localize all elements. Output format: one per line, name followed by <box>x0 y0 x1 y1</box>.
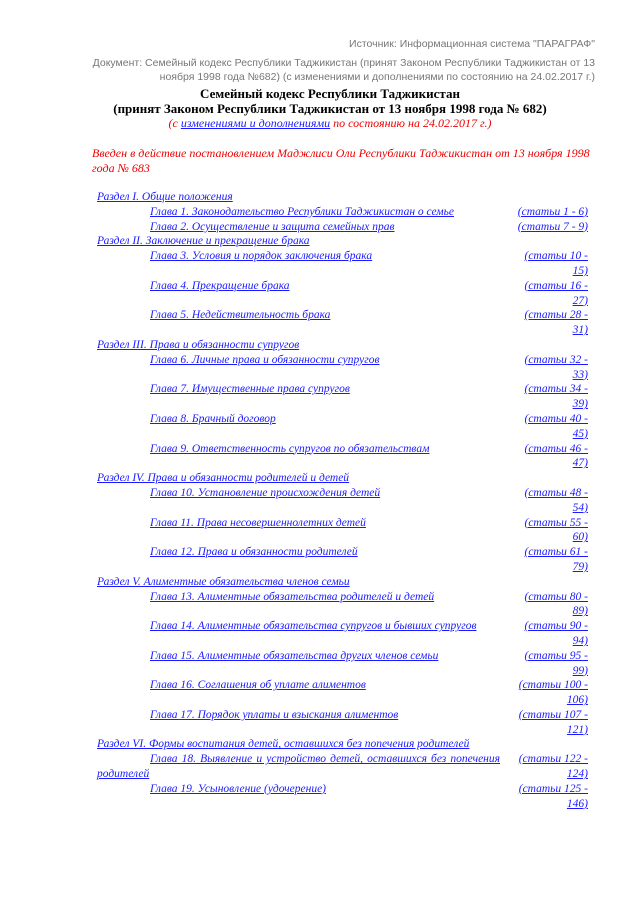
articles-cell <box>510 279 588 309</box>
chapter-link[interactable]: Глава 5. Недействительность брака <box>150 309 331 322</box>
chapter-link[interactable]: Глава 19. Усыновление (удочерение) <box>150 782 327 795</box>
articles-link[interactable]: (статьи 61 - 79) <box>524 546 588 573</box>
section-link[interactable]: Раздел II. Заключение и прекращение брака <box>97 235 310 248</box>
chapter-link[interactable]: Глава 18. Выявление и устройство детей, оставшихся без попечения родителей <box>97 753 500 781</box>
section-link[interactable]: Раздел I. Общие положения <box>97 191 233 203</box>
toc-section <box>97 737 588 752</box>
amendment-note <box>60 116 600 131</box>
chapter-cell <box>97 382 500 397</box>
articles-cell <box>510 678 588 708</box>
toc-chapter-row <box>97 678 588 708</box>
chapter-cell <box>97 752 500 782</box>
chapter-cell <box>97 486 500 501</box>
articles-link[interactable]: (статьи 7 - 9) <box>517 220 588 233</box>
toc-section <box>97 338 588 353</box>
chapter-cell <box>97 308 500 323</box>
chapter-cell <box>97 353 500 368</box>
articles-cell <box>510 205 588 220</box>
toc-chapter-row <box>97 249 588 279</box>
toc-chapter-row <box>97 279 588 309</box>
toc-chapter-row <box>97 442 588 472</box>
articles-cell <box>510 486 588 516</box>
toc-chapter-row <box>97 382 588 412</box>
articles-cell <box>510 782 588 812</box>
sub-pre: (с <box>168 116 181 130</box>
toc-section <box>97 471 588 486</box>
chapter-cell <box>97 590 500 605</box>
articles-cell <box>510 442 588 472</box>
chapter-link[interactable]: Глава 9. Ответственность супругов по обязательствам <box>150 442 430 455</box>
articles-link[interactable]: (статьи 55 - 60) <box>524 516 588 544</box>
toc-chapter-row <box>97 486 588 516</box>
articles-cell <box>510 249 588 279</box>
toc-chapter-row <box>97 353 588 383</box>
title-line-1: Семейный кодекс Республики Таджикистан <box>200 86 460 101</box>
chapter-link[interactable]: Глава 17. Порядок уплаты и взыскания алиментов <box>150 708 399 721</box>
chapter-cell <box>97 678 500 693</box>
toc-chapter-row <box>97 308 588 338</box>
page-title <box>60 86 600 116</box>
articles-link[interactable]: (статьи 10 - 15) <box>524 250 588 277</box>
articles-link[interactable]: (статьи 80 - 89) <box>524 590 588 618</box>
chapter-link[interactable]: Глава 8. Брачный договор <box>150 412 276 425</box>
articles-cell <box>510 619 588 649</box>
amendments-link[interactable]: изменениями и дополнениями <box>180 116 331 130</box>
articles-link[interactable]: (статьи 40 - 45) <box>524 412 588 440</box>
section-link[interactable]: Раздел III. Права и обязанности супругов <box>97 338 300 351</box>
articles-cell <box>510 516 588 546</box>
articles-cell <box>510 412 588 442</box>
chapter-cell <box>97 249 500 264</box>
articles-link[interactable]: (статьи 16 - 27) <box>524 279 588 307</box>
toc-section <box>97 234 588 249</box>
articles-link[interactable]: (статьи 28 - 31) <box>524 309 588 337</box>
source-line: Источник: Информационная система "ПАРАГРАФ" <box>349 38 595 50</box>
toc-chapter-row <box>97 516 588 546</box>
chapter-cell <box>97 516 500 531</box>
articles-link[interactable]: (статьи 95 - 99) <box>524 649 588 677</box>
chapter-cell <box>97 708 500 723</box>
chapter-link[interactable]: Глава 7. Имущественные права супругов <box>150 383 350 396</box>
articles-link[interactable]: (статьи 46 - 47) <box>524 442 588 470</box>
chapter-link[interactable]: Глава 11. Права несовершеннолетних детей <box>150 516 366 529</box>
articles-cell <box>510 752 588 782</box>
chapter-cell <box>97 279 500 294</box>
articles-link[interactable]: (статьи 125 - 146) <box>518 782 588 810</box>
chapter-link[interactable]: Глава 3. Условия и порядок заключения брака <box>150 250 373 263</box>
toc-chapter-row <box>97 708 588 738</box>
toc-chapter-row <box>97 220 588 235</box>
chapter-link[interactable]: Глава 2. Осуществление и защита семейных прав <box>150 220 395 233</box>
section-link[interactable]: Раздел VI. Формы воспитания детей, оставшихся без попечения родителей <box>97 738 470 751</box>
toc-chapter-row <box>97 782 588 812</box>
articles-cell <box>510 220 588 235</box>
articles-cell <box>510 545 588 575</box>
table-of-contents <box>97 190 588 811</box>
chapter-cell <box>97 782 500 797</box>
toc-chapter-row <box>97 619 588 649</box>
chapter-link[interactable]: Глава 13. Алиментные обязательства родителей и детей <box>150 590 435 603</box>
articles-link[interactable]: (статьи 48 - 54) <box>524 486 588 514</box>
articles-link[interactable]: (статьи 107 - 121) <box>518 708 588 736</box>
toc-section <box>97 190 588 205</box>
articles-cell <box>510 708 588 738</box>
articles-link[interactable]: (статьи 1 - 6) <box>517 205 588 218</box>
section-link[interactable]: Раздел V. Алиментные обязательства членов семьи <box>97 575 350 588</box>
chapter-link[interactable]: Глава 15. Алиментные обязательства других членов семьи <box>150 649 439 662</box>
chapter-cell <box>97 649 500 664</box>
sub-post: по состоянию на 24.02.2017 г.) <box>330 116 492 130</box>
toc-chapter-row <box>97 205 588 220</box>
toc-chapter-row <box>97 649 588 679</box>
articles-link[interactable]: (статьи 32 - 33) <box>524 353 588 381</box>
toc-chapter-row <box>97 412 588 442</box>
chapter-link[interactable]: Глава 14. Алиментные обязательства супругов и бывших супругов <box>150 620 477 633</box>
toc-chapter-row <box>97 752 588 782</box>
toc-chapter-row <box>97 545 588 575</box>
chapter-link[interactable]: Глава 4. Прекращение брака <box>150 279 290 292</box>
chapter-cell <box>97 619 500 634</box>
toc-chapter-row <box>97 590 588 620</box>
chapter-link[interactable]: Глава 10. Установление происхождения детей <box>150 486 381 499</box>
chapter-cell <box>97 545 500 560</box>
chapter-link[interactable]: Глава 6. Личные права и обязанности супругов <box>150 353 380 366</box>
enactment-note: Введен в действие постановлением Маджлиси Оли Республики Таджикистан от 13 ноября 1998 года № 683 <box>92 146 590 175</box>
articles-cell <box>510 590 588 620</box>
articles-link[interactable]: (статьи 34 - 39) <box>524 383 588 411</box>
document-header: Документ: Семейный кодекс Республики Таджикистан (принят Законом Республики Таджикистан от 13 ноября 1998 года №682) (с изменениями и дополнениями по состоянию на 24.02.2017 г.) <box>92 57 595 83</box>
articles-link[interactable]: (статьи 90 - 94) <box>524 620 588 647</box>
title-line-2: (принят Законом Республики Таджикистан от 13 ноября 1998 года № 682) <box>113 101 547 116</box>
articles-cell <box>510 308 588 338</box>
chapter-cell <box>97 412 500 427</box>
chapter-cell <box>97 220 500 235</box>
articles-link[interactable]: (статьи 100 - 106) <box>518 679 588 707</box>
articles-cell <box>510 649 588 679</box>
chapter-link[interactable]: Глава 1. Законодательство Республики Таджикистан о семье <box>150 205 454 218</box>
chapter-link[interactable]: Глава 16. Соглашения об уплате алиментов <box>150 679 366 692</box>
chapter-cell <box>97 205 500 220</box>
section-link[interactable]: Раздел IV. Права и обязанности родителей и детей <box>97 472 350 485</box>
toc-section <box>97 575 588 590</box>
articles-cell <box>510 353 588 383</box>
chapter-link[interactable]: Глава 12. Права и обязанности родителей <box>150 546 358 559</box>
chapter-cell <box>97 442 500 457</box>
articles-cell <box>510 382 588 412</box>
articles-link[interactable]: (статьи 122 - 124) <box>518 753 588 781</box>
